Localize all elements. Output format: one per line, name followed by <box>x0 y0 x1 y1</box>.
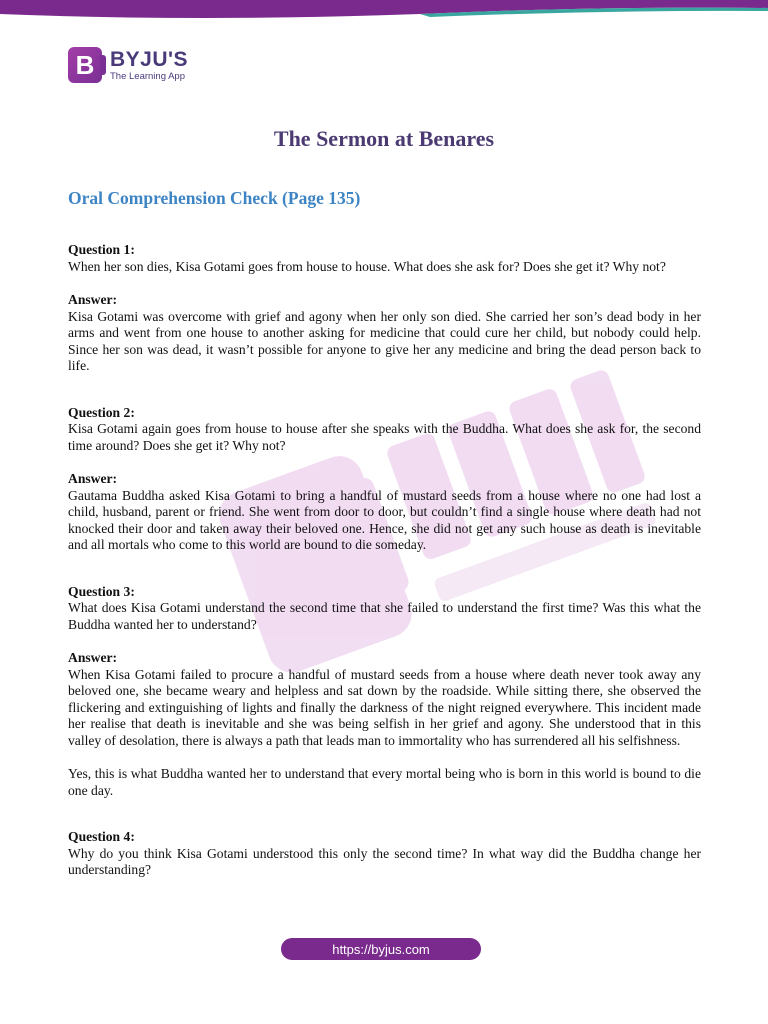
byjus-logo <box>68 47 188 83</box>
answer-label: Answer: <box>68 650 118 665</box>
qa-content <box>68 242 701 879</box>
question-1-block <box>68 242 701 375</box>
question-text: When her son dies, Kisa Gotami goes from house to house. What does she ask for? Does she get it? Why not? <box>68 258 666 274</box>
section-title: Oral Comprehension Check (Page 135) <box>68 188 361 208</box>
question-text: Why do you think Kisa Gotami understood this only the second time? In what way did the Buddha change her understanding? <box>68 845 701 877</box>
brand-name: BYJU'S <box>110 47 189 71</box>
question-label: Question 2: <box>68 404 135 420</box>
answer-label: Answer: <box>68 471 118 486</box>
answer-text: Gautama Buddha asked Kisa Gotami to bring a handful of mustard seeds from a house where no one had lost a child, husband, parent or friend. She went from door to door, but couldn’t find a single house where death had not knocked their door and taken away their beloved one. Hence, she did not get any such house as death is inevitable and all mortals who come to this world are bound to die someday. <box>68 487 701 552</box>
question-4-block <box>68 829 701 879</box>
question-text: What does Kisa Gotami understand the second time that she failed to understand the first time? Was this what the Buddha wanted her to understand? <box>68 600 701 632</box>
question-3-block <box>68 584 701 800</box>
answer-text: When Kisa Gotami failed to procure a handful of mustard seeds from a house where death never took away any beloved one, she became weary and helpless and sat down by the roadside. While sitting there, she observed the flickering and extinguishing of lights and finally the darkness of the night reigned everywhere. This incident made her realise that death is inevitable and she was being selfish in her grief and agony. She understood that in this valley of desolation, there is always a path that leads man to immortality who has surrendered all his selfishness. <box>68 666 701 748</box>
byjus-logo-mark: B <box>68 47 102 83</box>
question-label: Question 4: <box>68 829 135 844</box>
logo-text <box>110 49 188 82</box>
question-label: Question 1: <box>68 242 135 257</box>
page-title: The Sermon at Benares <box>273 126 495 151</box>
brand-tagline: The Learning App <box>110 70 186 82</box>
question-label: Question 3: <box>68 583 135 599</box>
answer-label: Answer: <box>68 292 118 307</box>
website-link[interactable]: https://byjus.com <box>281 938 481 960</box>
answer-text: Kisa Gotami was overcome with grief and agony when her only son died. She carried her son’s dead body in her arms and went from one house to another asking for medicine that could cure her child, but nobody could help. Since her son was dead, it wasn’t possible for anyone to give her any medicine and bring the dead person back to life. <box>68 308 701 373</box>
answer-text: Yes, this is what Buddha wanted her to understand that every mortal being who is born in this world is bound to die one day. <box>68 766 701 798</box>
question-text: Kisa Gotami again goes from house to house after she speaks with the Buddha. What does she ask for, the second time around? Does she get it? Why not? <box>68 421 701 453</box>
question-2-block <box>68 405 701 554</box>
top-decorative-band <box>0 0 768 20</box>
